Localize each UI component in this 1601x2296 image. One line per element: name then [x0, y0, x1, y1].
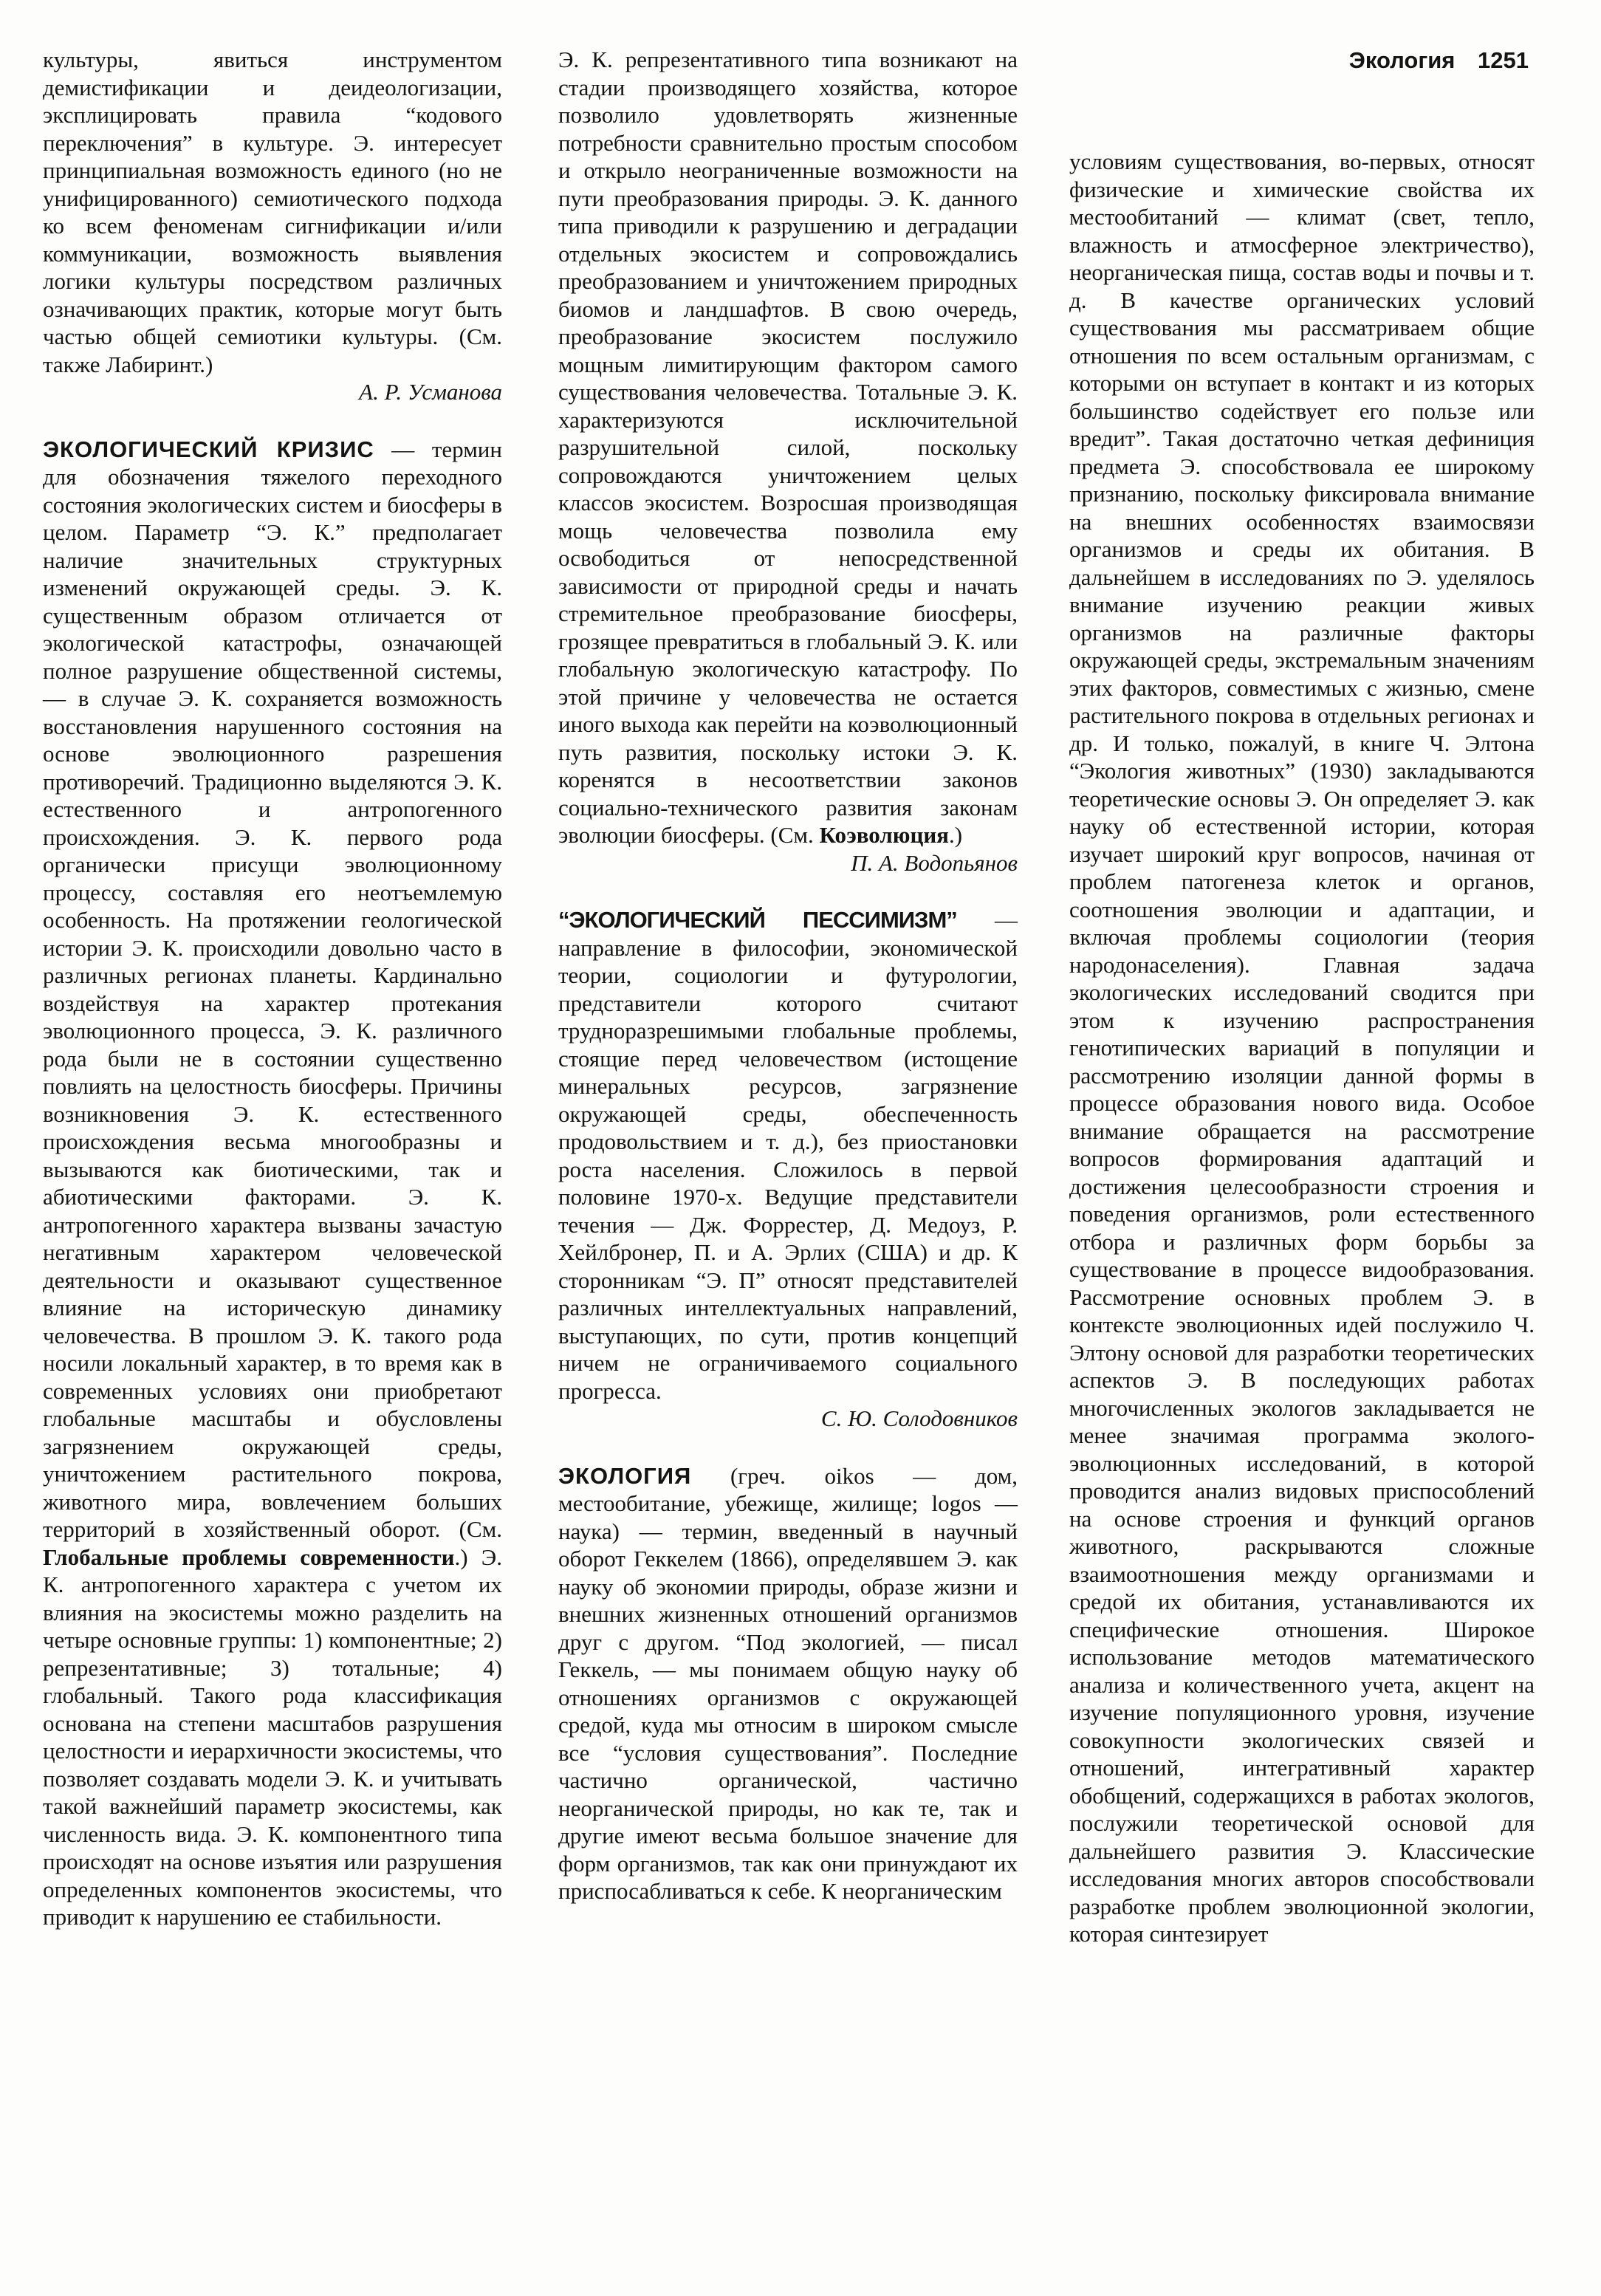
entry-ecological-crisis — [43, 436, 502, 1931]
entry-ecological-pessimism — [558, 906, 1018, 1405]
entry-term-ecological-crisis: ЭКОЛОГИЧЕСКИЙ КРИЗИС — [43, 436, 374, 462]
running-title: Экология — [1348, 47, 1456, 73]
entry-ecology-continued: условиям существования, во-первых, относят физические и химические свойства их местообитаний — климат (свет, тепло, влажность и атмосферное электричество), неорганическая пища, состав воды и почвы и т. д. В качестве органических условий существования мы рассматриваем общие отношения по всем остальным организмам, с которыми он вступает в контакт и из которых большинство содействует его пользе или вредит”. Такая достаточно четкая дефиниция предмета Э. способствовала ее широкому признанию, поскольку фиксировала внимание на внешних особенностях взаимосвязи организмов и среды их обитания. В дальнейшем в исследованиях по Э. уделялось внимание изучению реакции живых организмов на различные факторы окружающей среды, экстремальным значениям этих факторов, совместимых с жизнью, смене растительного покрова в отдельных регионах и др. И только, пожалуй, в книге Ч. Элтона “Экология животных” (1930) закладываются теоретические основы Э. Он определяет Э. как науку об естественной истории, которая изучает широкий круг вопросов, начиная от проблем патогенеза клеток и органов, соотношения эволюции и адаптации, и включая проблемы социологии (теория народонаселения). Главная задача экологических исследований сводится при этом к изучению распространения генотипических вариаций в популяции и рассмотрению изоляции данной формы в процессе образования нового вида. Особое внимание обращается на рассмотрение вопросов формирования адаптаций и достижения целесообразности строения и поведения организмов, роли естественного отбора и различных форм борьбы за существование в процессе видообразования. Рассмотрение основных проблем Э. в контексте эволюционных идей послужило Ч. Элтону основой для разработки теоретических аспектов Э. В последующих работах многочисленных экологов закладывается не менее значимая программа эколого-эволюционных исследований, в которой проводится анализ видовых приспособлений на основе строения и функций органов животного, раскрываются сложные взаимоотношения между организмами и средой их обитания, устанавливаются их специфические отношения. Широкое использование методов математического анализа и количественного учета, акцент на изучение популяционного уровня, изучение совокупности экологических связей и отношений, интегративный характер обобщений, содержащихся в работах экологов, послужили теоретической основой для дальнейшего развития Э. Классические исследования многих авторов способствовали разработке проблем эволюционной экологии, которая синтезирует — [1069, 148, 1535, 1947]
entry-semiotics-tail-text: культуры, явиться инструментом демистификации и деидеологизации, эксплицировать правила “кодового переключения” в культуре. Э. интересует принципиальная возможность единого (но не унифицированного) семиотического подхода ко всем феноменам сигнификации и/или коммуникации, возможность выявления логики культуры посредством различных означивающих практик, которые могут быть частью общей семиотики культуры. (См. также Лабиринт.) — [43, 47, 502, 377]
cross-reference-global-problems[interactable]: Глобальные проблемы современности — [43, 1543, 455, 1570]
entry-ecology — [558, 1462, 1018, 1905]
entry-term-ecological-pessimism: “ЭКОЛОГИЧЕСКИЙ ПЕССИМИЗМ” — [558, 907, 957, 933]
entry-ecological-crisis-author: П. А. Водопьянов — [851, 849, 1018, 876]
entry-ecological-pessimism-text: — направление в философии, экономической теории, социологии и футурологии, представители которого считают трудноразрешимыми глобальные проблемы, стоящие перед человечеством (истощение минеральных ресурсов, загрязнение окружающей среды, обеспеченность продовольствием и т. д.), без приостановки роста населения. Сложилось в первой половине 1970-х. Ведущие представители течения — Дж. Форрестер, Д. Медоуз, Р. Хейлбронер, П. и А. Эрлих (США) и др. К сторонникам “Э. П” относят представителей различных интеллектуальных направлений, выступающих, по сути, против концепций ничем не ограничиваемого социального прогресса. — [558, 907, 1018, 1404]
entry-ecology-text-1: (греч. oikos — дом, местообитание, убежище, жилище; logos — наука) — термин, введенный в научный оборот Геккелем (1866), определявшем Э. как науку об экономии природы, образе жизни и внешних жизненных отношений организмов друг с другом. “Под экологией, — писал Геккель, — мы понимаем общую науку об отношениях организмов с окружающей средой, куда мы относим в широком смысле все “условия существования”. Последние частично органической, частично неорганической природы, но как те, так и другие имеют весьма большое значение для форм организмов, так как они принуждают их приспосабливаться к себе. К неорганическим — [558, 1462, 1018, 1904]
entry-semiotics-author: А. Р. Усманова — [359, 379, 502, 405]
column-right — [1069, 148, 1535, 1948]
running-head — [1349, 46, 1529, 75]
entry-ecological-crisis-text-3: Э. К. репрезентативного типа возникают на стадии производящего хозяйства, которое позволило удовлетворять жизненные потребности сравнительно простым способом и открыло неограниченные возможности на пути преобразования природы. Э. К. данного типа приводили к разрушению и деградации отдельных экосистем и сопровождались преобразованием и уничтожением природных биомов и ландшафтов. В свою очередь, преобразование экосистем послужило мощным лимитирующим фактором самого существования человечества. Тотальные Э. К. характеризуются исключительной разрушительной силой, поскольку сопровождаются уничтожением целых классов экосистем. Возросшая производящая мощь человечества позволила ему освободиться от непосредственной зависимости от природной среды и начать стремительное преобразование биосферы, грозящее превратиться в глобальный Э. К. или глобальную экологическую катастрофу. По этой причине у человечества не остается иного выхода как перейти на коэволюционный путь развития, поскольку истоки Э. К. коренятся в несоответствии законов социально-технического развития законам эволюции биосферы. (См. — [558, 47, 1018, 848]
entry-ecological-crisis-continued — [558, 46, 1018, 849]
entry-ecological-pessimism-author: С. Ю. Солодовников — [820, 1405, 1018, 1431]
entry-ecological-crisis-text-4: .) — [948, 822, 963, 848]
column-middle — [558, 46, 1018, 1905]
entry-ecological-crisis-text-2: .) Э. К. антропогенного характера с учетом их влияния на экосистемы можно разделить на четыре основные группы: 1) компонентные; 2) репрезентативные; 3) тотальные; 4) глобальный. Такого рода классификация основана на степени масштабов разрушения целостности и иерархичности экосистемы, что позволяет создавать модели Э. К. и учитывать такой важнейший параметр экосистемы, как численность вида. Э. К. компонентного типа происходят на основе изъятия или разрушения определенных компонентов экосистемы, что приводит к нарушению ее стабильности. — [43, 1543, 502, 1930]
page-number: 1251 — [1478, 47, 1529, 73]
cross-reference-coevolution[interactable]: Коэволюция — [819, 822, 949, 848]
column-left — [43, 46, 502, 1931]
entry-ecological-crisis-text-1: — термин для обозначения тяжелого переходного состояния экологических систем и биосферы в целом. Параметр “Э. К.” предполагает наличие значительных структурных изменений окружающей среды. Э. К. существенным образом отличается от экологической катастрофы, означающей полное разрушение общественной системы, — в случае Э. К. сохраняется возможность восстановления нарушенного состояния на основе эволюционного разрешения противоречий. Традиционно выделяются Э. К. естественного и антропогенного происхождения. Э. К. первого рода органически присущи эволюционному процессу, составляя его неотъемлемую особенность. На протяжении геологической истории Э. К. происходили довольно часто в различных регионах планеты. Кардинально воздействуя на характер протекания эволюционного процесса, Э. К. различного рода были не в состоянии существенно повлиять на целостность биосферы. Причины возникновения Э. К. естественного происхождения весьма многообразны и вызываются как биотическими, так и абиотическими факторами. Э. К. антропогенного характера вызваны зачастую негативным характером человеческой деятельности и оказывают существенное влияние на историческую динамику человечества. В прошлом Э. К. такого рода носили локальный характер, в то время как в современных условиях они приобретают глобальные масштабы и обусловлены загрязнением окружающей среды, уничтожением растительного покрова, животного мира, вовлечением больших территорий в хозяйственный оборот. (См. — [43, 436, 502, 1542]
entry-term-ecology: ЭКОЛОГИЯ — [558, 1462, 692, 1489]
